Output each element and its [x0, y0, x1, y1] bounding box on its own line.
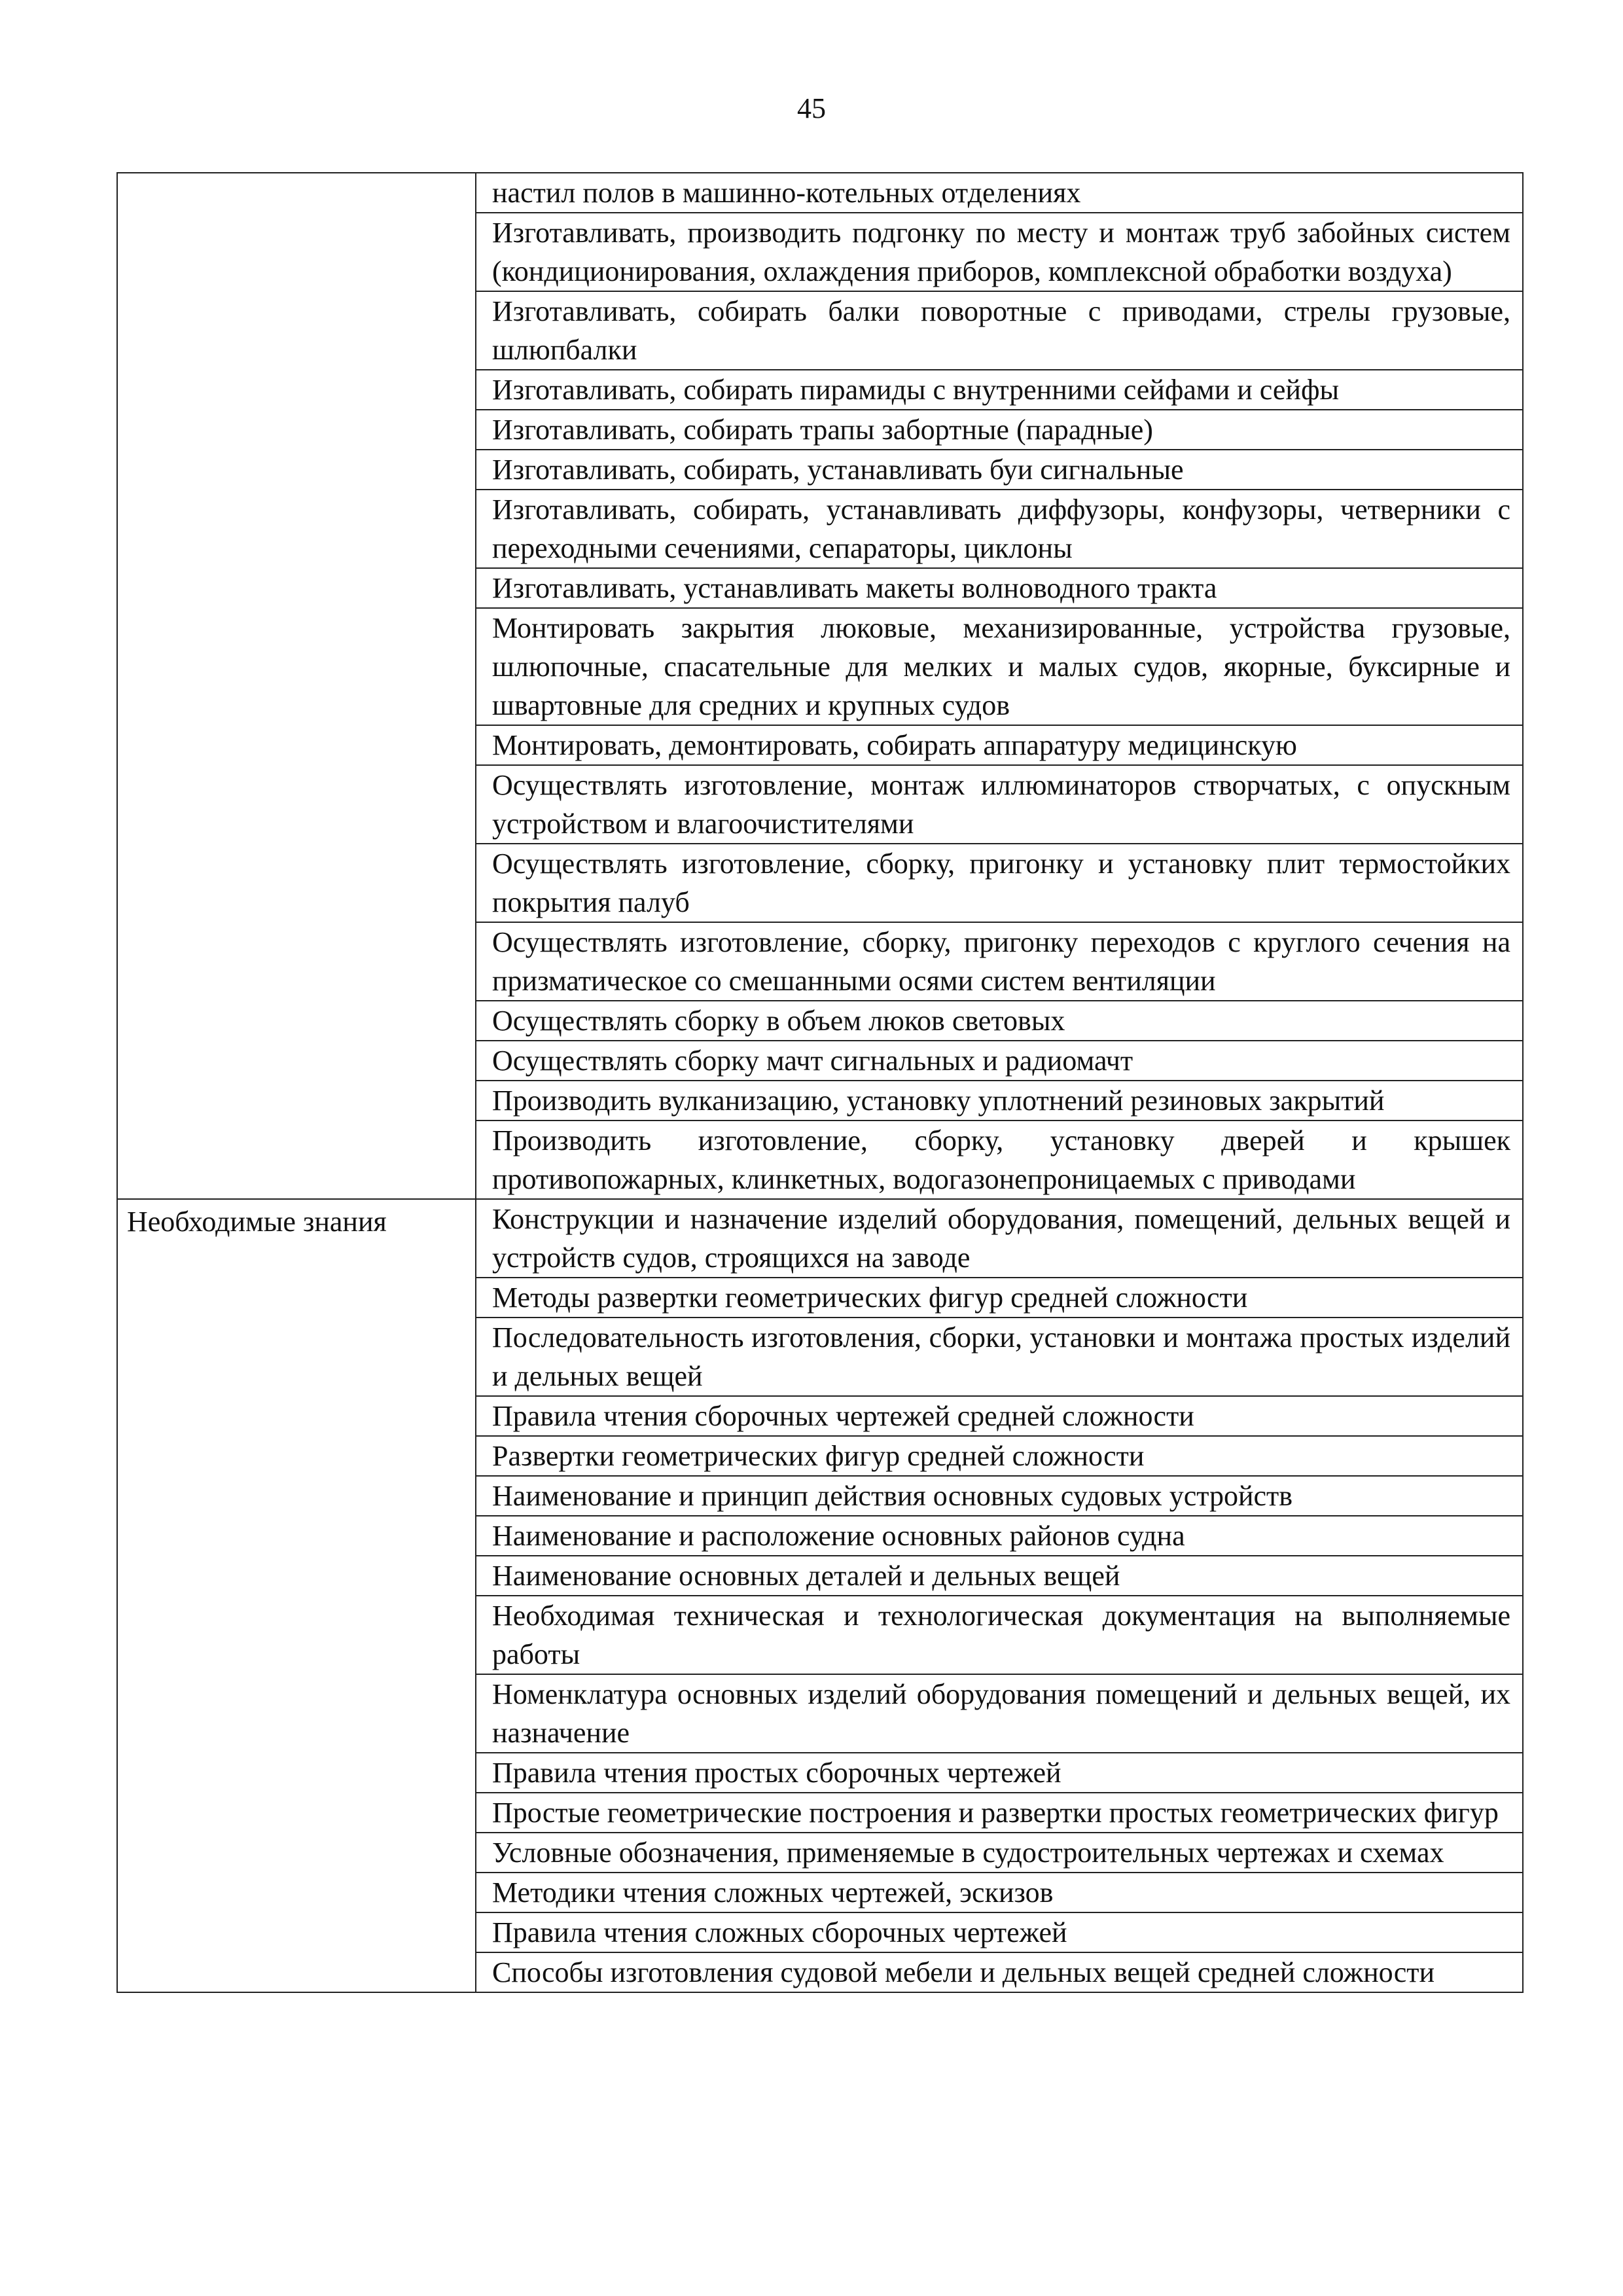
table-cell-text: Производить вулканизацию, установку уплотнений резиновых закрытий	[476, 1081, 1523, 1121]
table-cell-text: Методы развертки геометрических фигур средней сложности	[476, 1278, 1523, 1318]
table-cell-text: Правила чтения сборочных чертежей средней сложности	[476, 1396, 1523, 1436]
table-cell-text: Изготавливать, собирать, устанавливать буи сигнальные	[476, 450, 1523, 490]
table-cell-text: Наименование основных деталей и дельных вещей	[476, 1556, 1523, 1596]
table-cell-text: Осуществлять сборку в объем люков световых	[476, 1001, 1523, 1041]
table-cell-text: Осуществлять изготовление, сборку, пригонку и установку плит термостойких покрытия палуб	[476, 844, 1523, 922]
table-cell-text: Способы изготовления судовой мебели и дельных вещей средней сложности	[476, 1952, 1523, 1992]
requirements-table	[116, 172, 1524, 1993]
table-cell-text: настил полов в машинно-котельных отделениях	[476, 173, 1523, 213]
requirements-table-body	[117, 173, 1523, 1992]
table-cell-text: Изготавливать, собирать трапы забортные (парадные)	[476, 410, 1523, 450]
table-cell-text: Изготавливать, собирать балки поворотные с приводами, стрелы грузовые, шлюпбалки	[476, 291, 1523, 370]
section-label	[117, 173, 476, 1199]
table-cell-text: Изготавливать, производить подгонку по месту и монтаж труб забойных систем (кондиционирования, охлаждения приборов, комплексной обработки воздуха)	[476, 213, 1523, 291]
page-number: 45	[797, 92, 826, 124]
table-cell-text: Необходимая техническая и технологическая документация на выполняемые работы	[476, 1596, 1523, 1674]
table-row	[117, 173, 1523, 213]
table-cell-text: Осуществлять изготовление, монтаж иллюминаторов створчатых, с опускным устройством и влагоочистителями	[476, 765, 1523, 844]
table-cell-text: Изготавливать, собирать, устанавливать диффузоры, конфузоры, четверники с переходными сечениями, сепараторы, циклоны	[476, 490, 1523, 568]
table-cell-text: Изготавливать, собирать пирамиды с внутренними сейфами и сейфы	[476, 370, 1523, 410]
table-cell-text: Правила чтения сложных сборочных чертежей	[476, 1912, 1523, 1952]
table-cell-text: Наименование и расположение основных районов судна	[476, 1516, 1523, 1556]
table-cell-text: Условные обозначения, применяемые в судостроительных чертежах и схемах	[476, 1833, 1523, 1873]
table-cell-text: Наименование и принцип действия основных судовых устройств	[476, 1476, 1523, 1516]
table-row	[117, 1199, 1523, 1278]
table-cell-text: Простые геометрические построения и развертки простых геометрических фигур	[476, 1793, 1523, 1833]
table-cell-text: Развертки геометрических фигур средней сложности	[476, 1436, 1523, 1476]
table-cell-text: Осуществлять изготовление, сборку, пригонку переходов с круглого сечения на призматическое со смешанными осями систем вентиляции	[476, 922, 1523, 1001]
table-cell-text: Осуществлять сборку мачт сигнальных и радиомачт	[476, 1041, 1523, 1081]
table-cell-text: Номенклатура основных изделий оборудования помещений и дельных вещей, их назначение	[476, 1674, 1523, 1753]
table-cell-text: Монтировать, демонтировать, собирать аппаратуру медицинскую	[476, 725, 1523, 765]
table-cell-text: Монтировать закрытия люковые, механизированные, устройства грузовые, шлюпочные, спасательные для мелких и малых судов, якорные, буксирные и швартовные для средних и крупных судов	[476, 608, 1523, 725]
table-cell-text: Производить изготовление, сборку, установку дверей и крышек противопожарных, клинкетных, водогазонепроницаемых с приводами	[476, 1121, 1523, 1199]
table-cell-text: Методики чтения сложных чертежей, эскизов	[476, 1873, 1523, 1912]
table-cell-text: Последовательность изготовления, сборки, установки и монтажа простых изделий и дельных вещей	[476, 1318, 1523, 1396]
table-cell-text: Конструкции и назначение изделий оборудования, помещений, дельных вещей и устройств судов, строящихся на заводе	[476, 1199, 1523, 1278]
section-label: Необходимые знания	[117, 1199, 476, 1992]
table-cell-text: Правила чтения простых сборочных чертежей	[476, 1753, 1523, 1793]
table-cell-text: Изготавливать, устанавливать макеты волноводного тракта	[476, 568, 1523, 608]
